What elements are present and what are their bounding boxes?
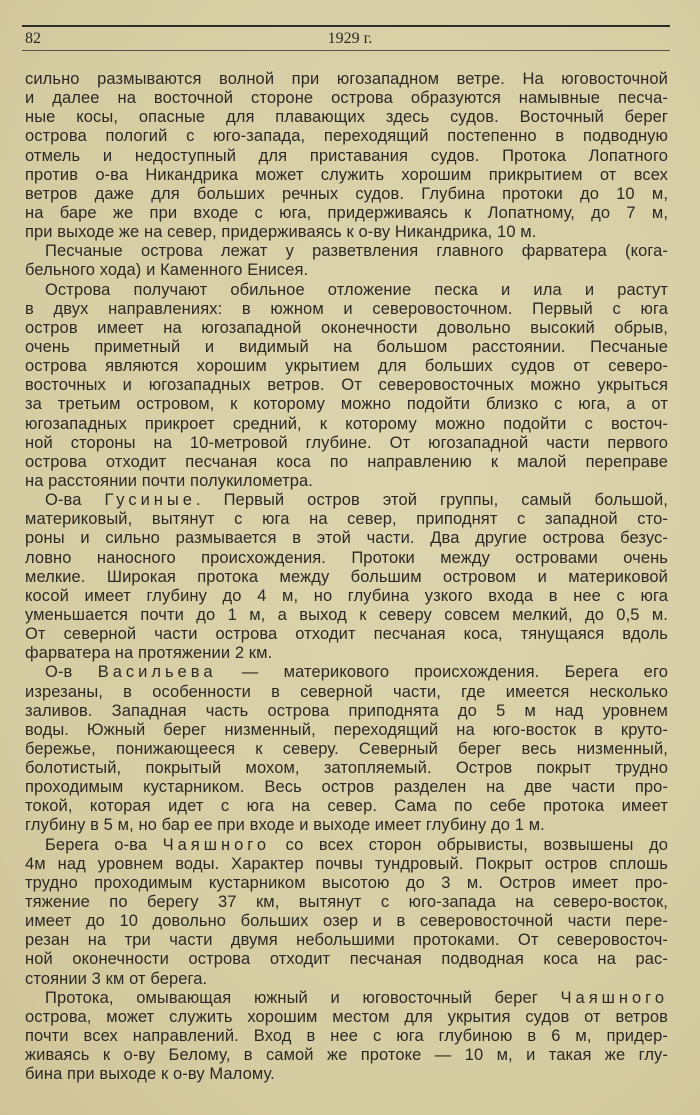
text-line: фарватера на протяжении 2 км. (25, 644, 273, 663)
text-line: Берега о-ва Чаяшного со всех сторон обрывисты, возвышены до (45, 835, 668, 854)
text-line: материковый, вытянут с юга на север, приподнят с западной сто- (25, 510, 668, 529)
text-line: ловно наносного происхождения. Протоки между островами очень (25, 548, 668, 567)
text-line: за третьим островом, к которому можно подойти близко с юга, а от (25, 395, 668, 414)
page-number: 82 (25, 30, 41, 47)
paragraph (25, 836, 668, 989)
paragraph (25, 242, 668, 280)
text-line: изрезаны, в особенности в северной части, где имеется несколько (25, 682, 668, 701)
running-head: 1929 г. (327, 30, 373, 47)
text-line: О-в Васильева — материкового происхождения. Берега его (45, 663, 668, 682)
paragraph (25, 663, 668, 835)
text-line: острова отходит песчаная коса по направлению к малой переправе (25, 452, 668, 471)
text-line: резан на три части двумя небольшими протоками. От северовосточ- (25, 931, 668, 950)
paragraph (25, 989, 668, 1085)
text-line: ной оконечности острова отходит песчаная подводная коса на рас- (25, 950, 668, 969)
text-line: имеет до 10 довольно больших озер и в северовосточной части пере- (25, 912, 668, 931)
text-line: острова являются хорошим укрытием для больших судов от северо- (25, 357, 668, 376)
text-line: очень приметный и видимый на большом расстоянии. Песчаные (25, 337, 668, 356)
text-line: О-ва Гусиные. Первый остров этой группы, самый большой, (45, 491, 668, 510)
text-line: глубину в 5 м, но бар ее при входе и выходе имеет глубину до 1 м. (25, 816, 545, 835)
text-line: ной стороны на 10-метровой глубине. От югозападной части первого (25, 433, 668, 452)
spaced-name: Гусиные (104, 491, 196, 510)
text-line: остров имеет на югозападной оконечности довольно высокий обрыв, (25, 318, 668, 337)
text-line: болотистый, покрытый мохом, затопляемый. Остров покрыт трудно (25, 759, 668, 778)
text-line: уменьшается почти до 1 м, а выход к северу совсем мелкий, до 0,5 м. (25, 605, 668, 624)
text-line: живаясь к о-ву Белому, в самой же протоке — 10 м, и такая же глу- (25, 1046, 668, 1065)
spaced-name: Чаяшного (560, 988, 668, 1007)
text-line: стоянии 3 км от берега. (25, 969, 208, 988)
text-line: 4м над уровнем воды. Характер почвы тундровый. Покрыт остров сплошь (25, 854, 668, 873)
text-line: острова, может служить хорошим местом для укрытия судов от ветров (25, 1007, 668, 1026)
text-line: ветров даже для больших речных судов. Глубина протоки до 10 м, (25, 184, 668, 203)
text-line: югозападных прикроет средний, к которому можно подойти с восточ- (25, 414, 668, 433)
text-line: бельного хода) и Каменного Енисея. (25, 261, 309, 280)
text-line: почти всех направлений. Вход в нее с юга глубиною в 6 м, придер- (25, 1027, 668, 1046)
text-line: против о-ва Никандрика может служить хорошим прикрытием от всех (25, 165, 668, 184)
header-rule-top (22, 25, 670, 27)
spaced-name: Васильева (97, 663, 217, 682)
text-line: в двух направлениях: в южном и северовосточном. Первый с юга (25, 299, 668, 318)
text-line: отмель и недоступный для приставания судов. Протока Лопатного (25, 146, 668, 165)
text-line: восточных и югозападных ветров. От северовосточных можно укрыться (25, 376, 668, 395)
text-line: и далее на восточной стороне острова образуются намывные песча- (25, 89, 668, 108)
text-line: на расстоянии почти полукилометра. (25, 471, 313, 490)
paragraph (25, 70, 668, 242)
text-line: мелкие. Широкая протока между большим островом и материковой (25, 567, 668, 586)
text-line: бина при выходе к о-ву Малому. (25, 1065, 275, 1084)
header-rule-bottom (22, 50, 670, 51)
text-line: трудно проходимым кустарником высотою до 3 м. Остров имеет про- (25, 873, 668, 892)
text-line: сильно размываются волной при югозападном ветре. На юговосточной (25, 70, 668, 88)
paragraph (25, 491, 668, 663)
text-line: заливов. Западная часть острова приподнята до 5 м над уровнем (25, 701, 668, 720)
text-line: От северной части острова отходит песчаная коса, тянущаяся вдоль (25, 625, 668, 644)
text-line: роны и сильно размывается в этой части. Два другие острова безус- (25, 529, 668, 548)
paragraph (25, 281, 668, 492)
text-line: проходимым кустарником. Весь остров разделен на две части про- (25, 778, 668, 797)
text-line: токой, которая идет с юга на север. Сама по себе протока имеет (25, 797, 668, 816)
spaced-name: Чаяшного (162, 835, 271, 854)
text-line: тяжение по берегу 37 км, вытянут с юго-запада на северо-восток, (25, 893, 668, 912)
text-line: Острова получают обильное отложение песка и ила и растут (45, 280, 668, 299)
text-line: при выходе же на север, придерживаясь к о-ву Никандрика, 10 м. (25, 223, 537, 242)
text-line: бережье, понижающееся к северу. Северный берег весь низменный, (25, 739, 668, 758)
text-line: воды. Южный берег низменный, переходящий на юго-восток в круто- (25, 720, 668, 739)
text-line: острова пологий с юго-запада, переходящий постепенно в подводную (25, 127, 668, 146)
text-line: косой имеет глубину до 4 м, но глубина узкого входа в нее с юга (25, 586, 668, 605)
text-line: Песчаные острова лежат у разветвления главного фарватера (кога- (45, 242, 668, 261)
text-line: Протока, омывающая южный и юговосточный берег Чаяшного (45, 988, 668, 1007)
text-line: на баре же при входе с юга, придерживаясь к Лопатному, до 7 м, (25, 203, 668, 222)
text-line: ные косы, опасные для плавающих здесь судов. Восточный берег (25, 108, 668, 127)
body-text (25, 70, 668, 1084)
